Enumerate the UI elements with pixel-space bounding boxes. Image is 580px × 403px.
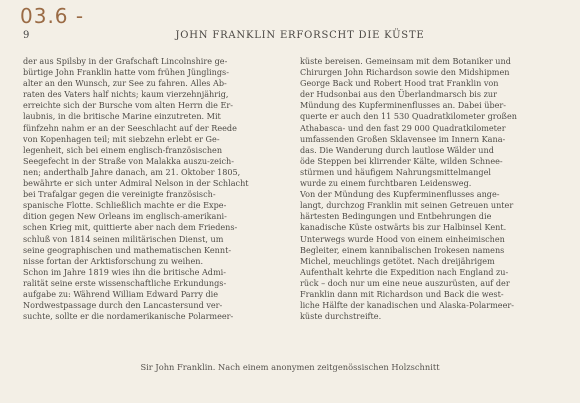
right-column-line: Von der Mündung des Kupferminenflusses ange-	[300, 189, 500, 200]
left-text-column	[23, 56, 280, 322]
left-column-line: seine geographischen und mathematischen Kennt-	[23, 244, 232, 255]
left-column-line: nisse fortan der Arktisforschung zu weihen.	[23, 255, 204, 266]
left-column-line: dition gegen New Orleans im englisch-amerikani-	[23, 211, 227, 222]
right-column-line: das. Die Wanderung durch lautlose Wälder und	[300, 144, 494, 155]
right-column-line: Chirurgen John Richardson sowie den Midshipmen	[300, 67, 510, 78]
right-column-line: langt, durchzog Franklin mit seinen Getreuen unter	[300, 200, 514, 211]
right-column-line: härtesten Bedingungen und Entbehrungen die	[300, 211, 492, 222]
left-column-line: laubnis, in die britische Marine einzutreten. Mit	[23, 111, 221, 122]
left-column-line: der aus Spilsby in der Grafschaft Lincolnshire ge-	[23, 56, 228, 66]
right-text-column	[300, 56, 558, 322]
right-column-line: öde Steppen bei klirrender Kälte, wilden Schnee-	[300, 155, 503, 166]
left-column-line: Schon im Jahre 1819 wies ihn die britische Admi-	[23, 266, 226, 277]
left-column-line: ralität seine erste wissenschaftliche Erkundungs-	[23, 277, 227, 288]
right-column-line: kanadische Küste ostwärts bis zur Halbinsel Kent.	[300, 222, 507, 233]
right-column-line: liche Hälfte der kanadischen und Alaska-Polarmeer-	[300, 300, 514, 311]
left-column-line: spanische Flotte. Schließlich machte er die Expe-	[23, 200, 227, 211]
left-column-line: erreichte sich der Bursche vom alten Herrn die Er-	[23, 100, 233, 111]
right-column-line: küste durchstreifte.	[300, 311, 382, 322]
left-column-line: bewährte er sich unter Admiral Nelson in der Schlacht	[23, 178, 249, 189]
right-column-line: Unterwegs wurde Hood von einem einheimischen	[300, 233, 505, 244]
running-title: JOHN FRANKLIN ERFORSCHT DIE KÜSTE	[175, 30, 425, 41]
left-column-line: nen; anderthalb Jahre danach, am 21. Oktober 1805,	[23, 166, 241, 177]
right-column-line: Franklin dann mit Richardson und Back die west-	[300, 288, 504, 299]
right-column-line: Michel, meuchlings getötet. Nach dreijährigem	[300, 255, 495, 266]
left-column-line: aufgabe zu: Während William Edward Parry die	[23, 288, 219, 299]
right-column-line: George Back und Robert Hood trat Franklin von	[300, 78, 499, 89]
left-column-line: raten des Vaters half nichts; kaum vierzehnjährig,	[23, 89, 229, 100]
left-column-line: fünfzehn nahm er an der Seeschlacht auf der Reede	[23, 122, 237, 133]
right-column-line: Athabasca- und den fast 29 000 Quadratkilometer	[300, 122, 506, 133]
left-column-line: bürtige John Franklin hatte vom frühen Jünglings-	[23, 67, 229, 78]
image-caption: Sir John Franklin. Nach einem anonymen zeitgenössischen Holzschnitt	[140, 362, 440, 372]
right-column-line: Aufenthalt kehrte die Expedition nach England zu-	[300, 266, 509, 277]
handwritten-note: 03.6 -	[20, 4, 85, 28]
right-column-line: der Hudsonbai aus den Überlandmarsch bis zur	[300, 89, 497, 100]
right-column-line: Begleiter, einem kannibalischen Irokesen namens	[300, 244, 505, 255]
left-column-line: alter an den Wunsch, zur See zu fahren. Alles Ab-	[23, 78, 227, 89]
left-column-line: schen Krieg mit, quittierte aber nach dem Friedens-	[23, 222, 238, 233]
right-column-line: querte er auch den 11 530 Quadratkilometer großen	[300, 111, 517, 122]
left-column-line: schluß von 1814 seinen militärischen Dienst, um	[23, 233, 224, 244]
right-column-line: wurde zu einem furchtbaren Leidensweg.	[300, 178, 472, 189]
left-column-line: Nordwestpassage durch den Lancastersund ver-	[23, 300, 223, 311]
right-column-line: rück – doch nur um eine neue auszurüsten, auf der	[300, 277, 510, 288]
right-column-line: Mündung des Kupferminenflusses an. Dabei über-	[300, 100, 507, 111]
left-column-line: von Kopenhagen teil; mit siebzehn erlebt er Ge-	[23, 133, 220, 144]
left-column-line: Seegefecht in der Straße von Malakka auszu-zeich-	[23, 155, 234, 166]
left-column-line: legenheit, sich bei einem englisch-französischen	[23, 144, 223, 155]
left-column-line: suchte, sollte er die nordamerikanische Polarmeer-	[23, 311, 234, 322]
left-column-line: bei Trafalgar gegen die vereinigte französisch-	[23, 189, 216, 200]
right-column-line: umfassenden Großen Sklavensee im Innern Kana-	[300, 133, 506, 144]
right-column-line: küste bereisen. Gemeinsam mit dem Botaniker und	[300, 56, 511, 66]
right-column-line: stürmen und häufigem Nahrungsmittelmangel	[300, 166, 491, 177]
page-number: 9	[23, 30, 30, 41]
